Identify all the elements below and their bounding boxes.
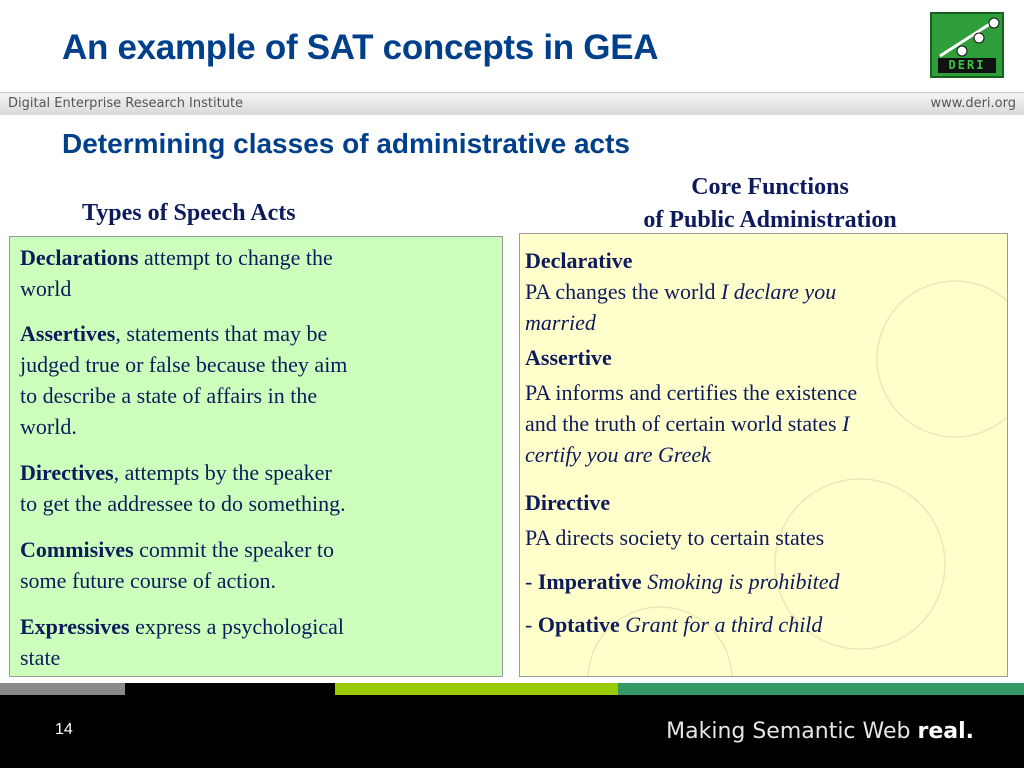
assertive-text: PA informs and certifies the existence and the truth of certain world states I certify you are Greek: [525, 380, 858, 467]
footer-color-bars: [0, 683, 1024, 695]
imperative-item: - Imperative Smoking is prohibited: [525, 569, 840, 594]
right-heading-line1: Core Functions: [691, 174, 849, 200]
directive-text: PA directs society to certain states: [525, 525, 825, 550]
bar-black: [125, 683, 335, 695]
assertives-item: Assertives, statements that may be judged true or false because they aim to describe a state of affairs in the world.: [20, 321, 348, 439]
directive-item: Directive: [525, 490, 611, 515]
bar-green: [618, 683, 1024, 695]
institute-band: [0, 92, 1024, 115]
page-number: 14: [55, 721, 73, 738]
slide-subtitle: Determining classes of administrative acts: [62, 128, 630, 159]
institute-name: Digital Enterprise Research Institute: [8, 96, 244, 111]
declarative-item: Declarative PA changes the world I declare you married: [525, 248, 837, 335]
logo-text: DERI: [938, 58, 996, 73]
slide-title: An example of SAT concepts in GEA: [62, 28, 659, 67]
speech-acts-box: [9, 236, 503, 677]
assertive-item: Assertive: [525, 345, 612, 370]
right-heading-line2: of Public Administration: [643, 207, 897, 233]
expressives-item: Expressives express a psychological state: [20, 614, 345, 670]
slide-footer: [0, 695, 1024, 768]
footer-tagline: Making Semantic Web real.: [666, 719, 974, 744]
optative-item: - Optative Grant for a third child: [525, 612, 823, 637]
bar-gray: [0, 683, 125, 695]
right-panel-heading: [560, 171, 980, 237]
declarations-item: Declarations attempt to change the world: [20, 245, 333, 301]
commisives-item: Commisives commit the speaker to some future course of action.: [20, 537, 335, 593]
left-panel-heading: Types of Speech Acts: [82, 200, 296, 226]
directives-item: Directives, attempts by the speaker to get the addressee to do something.: [20, 460, 346, 516]
website-link: www.deri.org: [930, 96, 1016, 111]
public-admin-box: [519, 233, 1008, 677]
bar-lime: [335, 683, 618, 695]
deri-logo: [930, 12, 1004, 78]
